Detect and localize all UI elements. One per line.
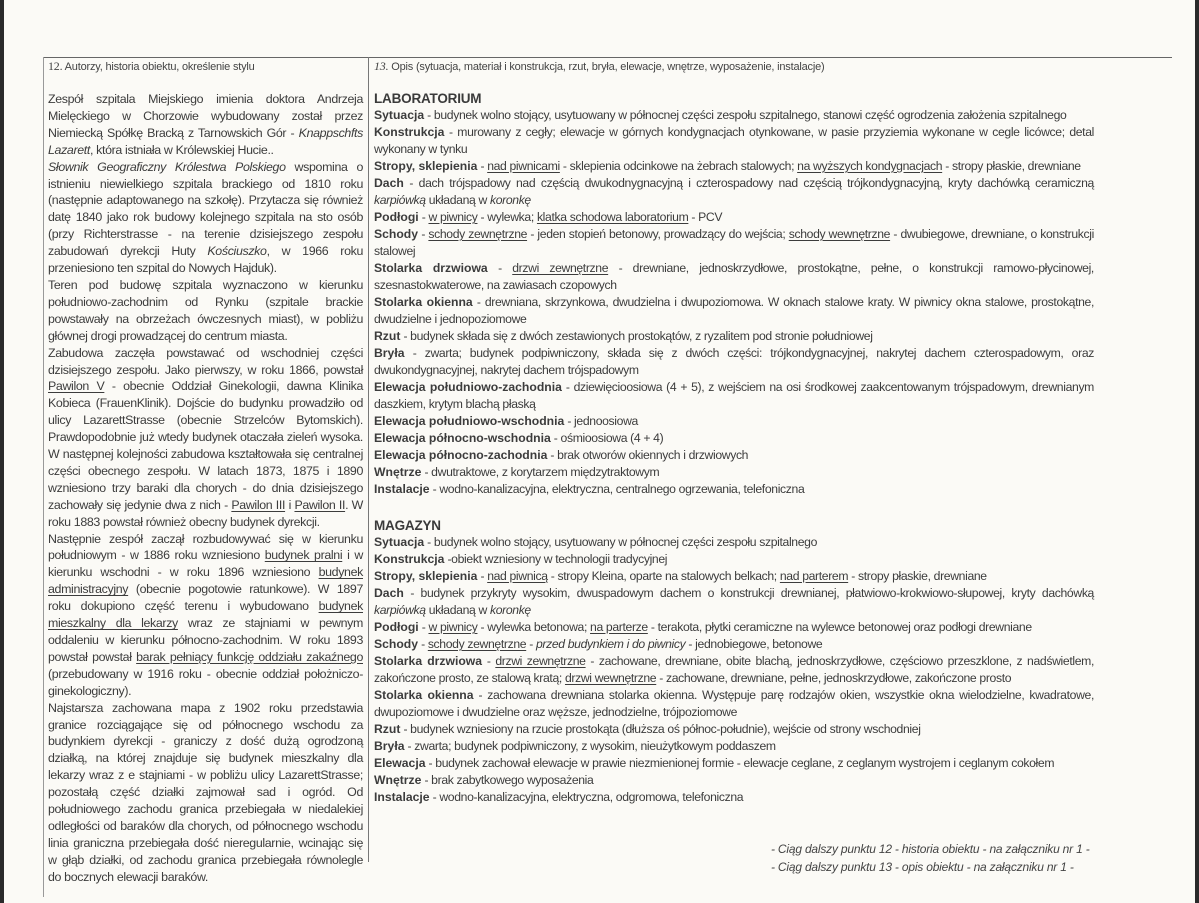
text-run: - <box>418 227 429 241</box>
description-entry <box>374 755 1094 772</box>
history-paragraph <box>48 277 363 345</box>
text-run: (przebudowany w 1916 roku - obecnie oddział położniczo-ginekologiczny). <box>48 666 363 698</box>
continuation-note: - Ciąg dalszy punktu 12 - historia obiektu - na załączniku nr 1 - <box>771 842 1090 856</box>
text-run: - zachowana drewniana stolarka okienna. Występuje parę rodzajów okien, wszystkie okna wielodzielne, kwadratowe, dwupoziomowe i dwudzielne oraz węższe, jednodzielne, trójpoziomowe <box>374 688 1094 719</box>
entry-label: Instalacje <box>374 790 430 804</box>
text-run: , w 1966 roku przeniesiono ten szpital do Nowych Hajduk). <box>48 244 363 276</box>
underlined-term: schody wewnętrzne <box>788 227 891 241</box>
text-run: - dach trójspadowy nad częścią dwukodnygnacyjną i czterospadowy nad częścią trójkondygnacyjną, kryty dachówką ceramiczną <box>403 176 1094 190</box>
underlined-term: nad parterem <box>779 569 849 583</box>
text-run: - zwarta; budynek podpiwniczony, składa się z dwóch części: trójkondygnacyjnej, nakrytej dachem czterospadowym, oraz dwukondygnacyjnej, nakrytej dachem trójspadowym <box>374 346 1094 377</box>
entry-label: Stropy, sklepienia <box>374 159 478 173</box>
entry-label: Podłogi <box>374 210 419 224</box>
continuation-note: - Ciąg dalszy punktu 13 - opis obiektu - na załączniku nr 1 - <box>771 859 1074 874</box>
description-entry <box>374 619 1094 636</box>
building-title: LABORATORIUM <box>374 91 482 106</box>
history-paragraph <box>48 91 363 159</box>
text-run: - stropy Kleina, oparte na stalowych belkach; <box>547 569 780 583</box>
entry-label: Stolarka okienna <box>374 688 474 702</box>
text-run: - wodno-kanalizacyjna, elektryczna, centralnego ogrzewania, telefoniczna <box>429 482 805 496</box>
description-entry <box>374 175 1094 209</box>
italic-term: przed budynkiem i do piwnicy <box>535 637 686 651</box>
description-entry <box>374 226 1094 260</box>
underlined-term: budynek mieszkalny dla lekarzy <box>48 599 363 631</box>
entry-label: Elewacja <box>374 756 426 770</box>
underlined-term: Pawilon V <box>48 379 105 394</box>
text-run: - terakota, płytki ceramiczne na wylewce betonowej oraz podłogi drewniane <box>647 620 1032 634</box>
section-number: 13. <box>374 59 389 73</box>
description-entry <box>374 413 1094 430</box>
description-entry <box>374 636 1094 653</box>
entry-label: Elewacja południowo-zachodnia <box>374 380 562 394</box>
text-run: - <box>418 637 428 651</box>
text-run: (obecnie pogotowie ratunkowe). W 1897 roku dokupiono część terenu i wybudowano <box>48 582 363 614</box>
text-run: wspomina o istnieniu niewielkiego szpitala brackiego od 1810 roku (następnie adaptowanego na szkołę). Przytacza się również datę 1840 jako rok budowy kolejnego szpitala na sto osób (przy Richterstrasse - na terenie dzisiejszego zespołu zabudowań dyrekcji Huty <box>48 159 363 259</box>
text-run: - PCV <box>688 210 723 224</box>
description-entry <box>374 107 1094 124</box>
text-run: - dwubiegowe, drewniane, o konstrukcji stalowej <box>374 227 1094 258</box>
text-run: - budynek wzniesiony na rzucie prostokąta (dłuższa oś północ-południe), wejście od strony wschodniej <box>400 722 921 736</box>
underlined-term: na parterze <box>590 620 648 634</box>
description-entry <box>374 772 1094 789</box>
text-run: - murowany z cegły; elewacje w górnych kondygnacjach otynkowane, w pasie przyziemia wykonane w cegle licówce; detal wykonany w tynku <box>374 125 1094 156</box>
underlined-term: na wyższych kondygnacjach <box>797 159 943 173</box>
entry-label: Stolarka drzwiowa <box>374 654 483 668</box>
entry-label: Elewacja południowo-wschodnia <box>374 414 565 428</box>
entry-label: Elewacja północno-wschodnia <box>374 431 551 445</box>
scan-border-left <box>0 0 4 903</box>
underlined-term: drzwi zewnętrzne <box>512 261 609 275</box>
text-run: - <box>482 654 496 668</box>
text-run: , która istniała w Królewskiej Hucie.. <box>89 142 274 157</box>
text-run: - <box>418 210 429 224</box>
text-run: - obecnie Oddział Ginekologii, dawna Klinika Kobieca (FrauenKlinik). Dojście do budynku prowadziło od ulicy LazarettStrasse (obecnie Strzelców Bytomskich). Prawdopodobnie już wtedy budynek otaczała zieleń wysoka. W następnej kolejności zabudowa kształtowała się centralnej części obecnego zespołu. W latach 1873, 1875 i 1890 wzniesiono trzy baraki dla chorych - do dnia dzisiejszego zachowały się jedynie dwa z nich - <box>48 379 363 512</box>
italic-term: karpiówką <box>374 603 426 617</box>
text-run: Najstarsza zachowana mapa z 1902 roku przedstawia granice rozciągające się od północnego wschodu za budynkiem dyrekcji - graniczy z dość dużą ogrodzoną działką, na której znajduje się budynek mieszkalny dla lekarzy wraz z e stajniami - w pobliżu ulicy LazarettStrasse; pozostałą część działki zajmował sad i ogród. Od południowego zachodu granica przebiegała w niedalekiej odległości od baraków dla chorych, od północnego wschodu linia graniczna przebiegała dość nieregularnie, wcinając się w głąb działki, od zachodu granica przebiegała równolegle do bocznych elewacji baraków. <box>48 700 363 884</box>
description-entry <box>374 687 1094 721</box>
section-13-description <box>374 58 1094 806</box>
table-left-rule <box>43 57 44 897</box>
description-entry <box>374 124 1094 158</box>
text-run: - budynek składa się z dwóch zestawionych prostokątów, z ryzalitem pod stronie południowej <box>400 329 873 343</box>
text-run: - <box>487 261 513 275</box>
text-run: - drewniana, skrzynkowa, dwudzielna i dwupoziomowa. W oknach stalowe kraty. W piwnicy okna stalowe, prostokątne, dwudzielne i jednopoziomowe <box>374 295 1094 326</box>
entry-label: Stolarka drzwiowa <box>374 261 488 275</box>
entry-label: Schody <box>374 637 419 651</box>
scan-border-right <box>1195 0 1199 903</box>
building-title: MAGAZYN <box>374 518 441 533</box>
entry-label: Schody <box>374 227 419 241</box>
underlined-term: Pawilon III <box>231 497 286 512</box>
column-divider <box>368 57 369 862</box>
entry-label: Rzut <box>374 722 401 736</box>
description-entry <box>374 585 1094 619</box>
entry-label: Rzut <box>374 329 401 343</box>
entry-label: Sytuacja <box>374 108 425 122</box>
underlined-term: schody zewnętrzne <box>428 227 528 241</box>
description-entry <box>374 534 1094 551</box>
description-entry <box>374 158 1094 175</box>
description-entry <box>374 738 1094 755</box>
text-run: - wylewka; <box>477 210 537 224</box>
underlined-term: klatka schodowa laboratorium <box>536 210 689 224</box>
text-run: - zachowane, drewniane, pełne, jednoskrzydłowe, zakończone prosto <box>656 671 1012 685</box>
description-entry <box>374 568 1094 585</box>
text-run: - wodno-kanalizacyjna, elektryczna, odgromowa, telefoniczna <box>429 790 744 804</box>
text-run: - dziewięcioosiowa (4 + 5), z wejściem na osi środkowej zaakcentowanym trójspadowym, drewnianym daszkiem, krytym blachą płaską <box>374 380 1094 411</box>
text-run: - <box>418 620 429 634</box>
entry-label: Wnętrze <box>374 773 422 787</box>
text-run: - budynek wolno stojący, usytuowany w północnej części zespołu szpitalnego, stanowi część ogrodzenia założenia szpitalnego <box>424 108 1067 122</box>
text-run: -obiekt wzniesiony w technologii tradycyjnej <box>444 552 668 566</box>
section-number: 12. <box>48 59 63 73</box>
text-run: - ośmioosiowa (4 + 4) <box>550 431 664 445</box>
underlined-term: nad piwnicą <box>487 569 548 583</box>
text-run: Teren pod budowę szpitala wyznaczono w kierunku południowo-zachodnim od Rynku (szpitale brackie powstawały na obrzeżach ówczesnych miast), w pobliżu głównej drogi prowadzącej do centrum miasta. <box>48 277 363 343</box>
text-run: - dwutraktowe, z korytarzem międzytraktowym <box>421 465 660 479</box>
underlined-term: drzwi wewnętrzne <box>564 671 657 685</box>
text-run: - jednoosiowa <box>564 414 638 428</box>
text-run: - budynek przykryty wysokim, dwuspadowym dachem o konstrukcji drewnianej, płatwiowo-krokwiowo-słupowej, kryty dachówką <box>403 586 1094 600</box>
description-entry <box>374 551 1094 568</box>
entry-label: Stropy, sklepienia <box>374 569 478 583</box>
description-entry <box>374 260 1094 294</box>
text-run: - wylewka betonowa; <box>477 620 591 634</box>
entry-label: Bryła <box>374 739 405 753</box>
text-run: Następnie zespół zaczął rozbudowywać się w kierunku południowym - w 1886 roku wzniesiono <box>48 531 363 563</box>
history-paragraph <box>48 159 363 277</box>
underlined-term: nad piwnicami <box>487 159 560 173</box>
description-entry <box>374 328 1094 345</box>
text-run: - zwarta; budynek podpiwniczony, z wysokim, nieużytkowym poddaszem <box>404 739 776 753</box>
text-run: wraz ze stajniami w pewnym oddaleniu w kierunku północno-zachodnim. W roku 1893 powstał powstał <box>48 616 364 664</box>
underlined-term: Pawilon II <box>294 497 346 512</box>
entry-label: Konstrukcja <box>374 552 445 566</box>
entry-label: Podłogi <box>374 620 419 634</box>
text-run: Zabudowa zaczęła powstawać od wschodniej części dzisiejszego zespołu. Jako pierwszy, w roku 1866, powstał <box>48 345 363 377</box>
entry-label: Konstrukcja <box>374 125 445 139</box>
history-paragraph <box>48 345 363 531</box>
text-run: - jeden stopień betonowy, prowadzący do wejścia; <box>527 227 789 241</box>
section-13-header <box>374 58 1094 78</box>
underlined-term: w piwnicy <box>428 620 478 634</box>
text-run: układaną w <box>425 603 490 617</box>
text-run: - budynek zachował elewacje w prawie niezmienionej formie - elewacje ceglane, z ceglanym wystrojem i ceglanym cokołem <box>425 756 1055 770</box>
continuation-notes <box>771 841 1090 876</box>
underlined-term: budynek administracyjny <box>48 565 363 597</box>
description-entry <box>374 430 1094 447</box>
text-run: układaną w <box>425 193 490 207</box>
text-run: - sklepienia odcinkowe na żebrach stalowych; <box>559 159 798 173</box>
text-run: - <box>477 159 488 173</box>
underlined-term: drzwi zewnętrzne <box>495 654 586 668</box>
text-run: - budynek wolno stojący, usytuowany w północnej części zespołu szpitalnego <box>424 535 818 549</box>
text-run: - brak zabytkowego wyposażenia <box>421 773 594 787</box>
section-12-history <box>48 58 363 886</box>
underlined-term: schody zewnętrzne <box>427 637 527 651</box>
italic-term: Słownik Geograficzny Królestwa Polskiego <box>48 159 286 174</box>
description-entry <box>374 464 1094 481</box>
entry-label: Elewacja północno-zachodnia <box>374 448 548 462</box>
italic-term: Kościuszko <box>207 244 267 259</box>
history-paragraph <box>48 531 363 700</box>
underlined-term: budynek pralni <box>264 548 343 563</box>
text-run: - <box>526 637 536 651</box>
description-entry <box>374 653 1094 687</box>
entry-label: Dach <box>374 176 404 190</box>
entry-label: Stolarka okienna <box>374 295 473 309</box>
entry-label: Wnętrze <box>374 465 422 479</box>
history-text <box>48 91 363 886</box>
entry-label: Instalacje <box>374 482 430 496</box>
italic-term: koronkę <box>489 193 531 207</box>
text-run: - drewniane, jednoskrzydłowe, prostokątne, pełne, o konstrukcji ramowo-płycinowej, szesnastokwaterowe, na zawiasach czopowych <box>374 261 1094 292</box>
description-entry <box>374 294 1094 328</box>
text-run: - stropy płaskie, drewniane <box>848 569 987 583</box>
italic-term: karpiówką <box>374 193 426 207</box>
italic-term: koronkę <box>489 603 531 617</box>
section-12-header <box>48 58 363 78</box>
description-entry <box>374 447 1094 464</box>
description-entry <box>374 379 1094 413</box>
description-entry <box>374 789 1094 806</box>
entry-label: Sytuacja <box>374 535 425 549</box>
text-run: i <box>285 497 295 512</box>
text-run: Zespół szpitala Miejskiego imienia doktora Andrzeja Mielęckiego w Chorzowie wybudowany został przez Niemiecką Spółkę Bracką z Tarnowskich Gór - <box>48 92 363 140</box>
italic-term: Knappschfts Lazarett <box>48 125 363 157</box>
text-run: - zachowane, drewniane, obite blachą, jednoskrzydłowe, częściowo przeszklone, z nadświetlem, zakończone prosto, ze stalową kratą; <box>374 654 1094 685</box>
underlined-term: w piwnicy <box>428 210 478 224</box>
text-run: i w kierunku wschodni - w roku 1896 wzniesiono <box>48 548 363 580</box>
underlined-term: barak pełniący funkcję oddziału zakaźnego <box>136 649 363 664</box>
text-run: - jednobiegowe, betonowe <box>685 637 823 651</box>
text-run: - stropy płaskie, drewniane <box>942 159 1081 173</box>
description-entry <box>374 209 1094 226</box>
text-run: - brak otworów okiennych i drzwiowych <box>547 448 749 462</box>
entry-label: Bryła <box>374 346 405 360</box>
text-run: - <box>477 569 488 583</box>
entry-label: Dach <box>374 586 404 600</box>
section-title: Autorzy, historia obiektu, określenie stylu <box>64 61 255 73</box>
description-entry <box>374 721 1094 738</box>
history-paragraph <box>48 700 363 886</box>
description-entry <box>374 345 1094 379</box>
building-descriptions <box>374 91 1094 806</box>
text-run: . W roku 1883 powstał również obecny budynek dyrekcji. <box>48 497 364 529</box>
section-title: Opis (sytuacja, materiał i konstrukcja, rzut, bryła, elewacje, wnętrze, wyposażenie, instalacje) <box>391 61 825 73</box>
description-entry <box>374 481 1094 498</box>
